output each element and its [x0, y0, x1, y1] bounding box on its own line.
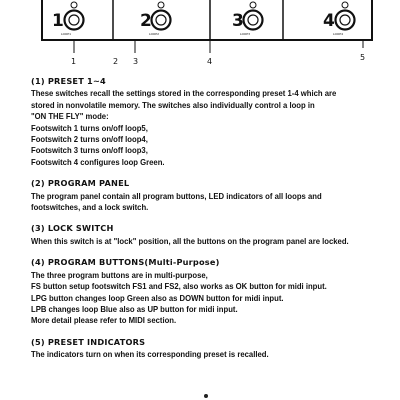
body-line: The program panel contain all program buttons, LED indicators of all loops and [31, 190, 322, 201]
body-line: These switches recall the settings stored in the corresponding preset 1-4 which are [31, 88, 337, 99]
callout-number-4: 4 [207, 57, 213, 66]
callout-number-5: 5 [360, 53, 366, 62]
footswitch-sublabel: LOOP3 [240, 32, 251, 36]
body-line: Footswitch 1 turns on/off loop5, [31, 122, 148, 133]
footswitch-4 [323, 2, 355, 36]
body-line: LPB changes loop Blue also as UP button for midi input. [31, 303, 238, 314]
section-program-panel [31, 178, 391, 213]
callout-number-2: 2 [113, 57, 119, 66]
body-line: LPG button changes loop Green also as DOWN button for midi input. [31, 292, 284, 303]
section-heading: (4) PROGRAM BUTTONS(Multi-Purpose) [31, 257, 220, 268]
led-indicator [71, 2, 77, 8]
footswitch-number: 1 [52, 11, 64, 31]
body-line: Footswitch 4 configures loop Green. [31, 156, 165, 167]
device-diagram [0, 0, 400, 72]
led-indicator [158, 2, 164, 8]
body-line: The indicators turn on when its corresponding preset is recalled. [31, 349, 269, 360]
manual-text [31, 76, 391, 371]
footswitch-3 [232, 2, 263, 36]
footswitch-sublabel: LOOP4 [333, 32, 344, 36]
led-indicator [342, 2, 348, 8]
callout-number-1: 1 [71, 57, 77, 66]
section-preset-indicators [31, 337, 391, 361]
body-line: The three program buttons are in multi-purpose, [31, 269, 208, 280]
section-program-buttons [31, 257, 391, 326]
footswitch-number: 3 [232, 11, 244, 31]
body-line: stored in nonvolatile memory. The switches also individually control a loop in [31, 99, 315, 110]
section-preset [31, 76, 391, 168]
body-line: Footswitch 2 turns on/off loop4, [31, 134, 148, 145]
led-indicator [250, 2, 256, 8]
footswitch-sublabel: LOOP1 [61, 32, 72, 36]
footswitch-number: 4 [323, 11, 335, 31]
section-heading: (2) PROGRAM PANEL [31, 178, 130, 189]
footswitch-number: 2 [140, 11, 152, 31]
body-line: Footswitch 3 turns on/off loop3, [31, 145, 148, 156]
section-heading: (1) PRESET 1~4 [31, 76, 106, 86]
page-dot [204, 394, 208, 398]
body-line: FS button setup footswitch FS1 and FS2, also works as OK button for midi input. [31, 281, 327, 292]
section-heading: (3) LOCK SWITCH [31, 223, 114, 234]
callout-number-3: 3 [133, 57, 139, 66]
footswitch-2 [140, 2, 171, 36]
body-line: "ON THE FLY" mode: [31, 111, 109, 122]
section-lock-switch [31, 223, 391, 247]
footswitch-sublabel: LOOP2 [149, 32, 160, 36]
body-line: footswitches, and a lock switch. [31, 202, 149, 213]
section-heading: (5) PRESET INDICATORS [31, 336, 146, 347]
footswitch-1 [52, 2, 84, 36]
body-line: When this switch is at "lock" position, all the buttons on the program panel are locked. [31, 235, 349, 246]
body-line: More detail please refer to MIDI section. [31, 315, 177, 326]
